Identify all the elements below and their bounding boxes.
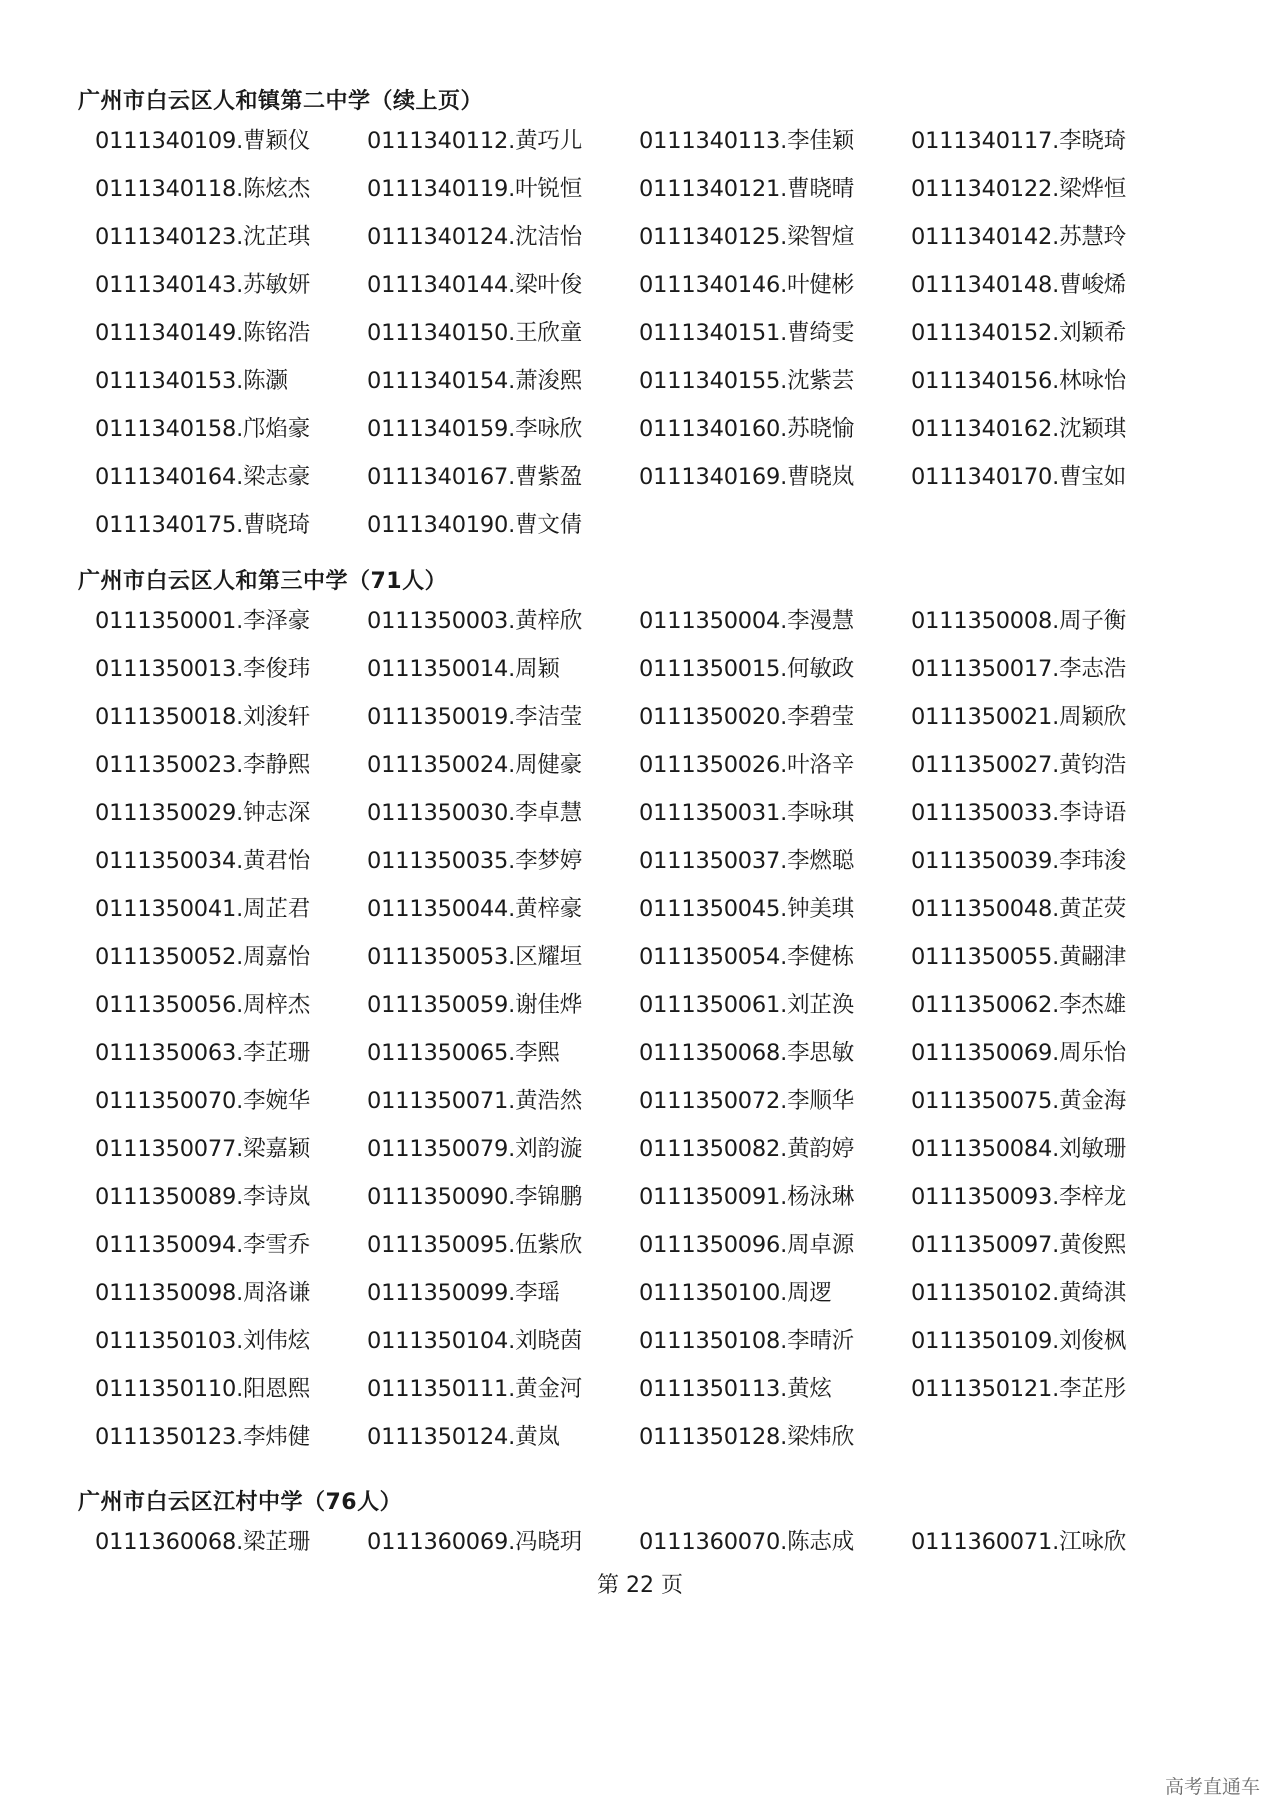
student-entry: 0111350024.周健豪	[367, 752, 583, 778]
student-entry: 0111350004.李漫慧	[639, 608, 855, 634]
student-entry: 0111340124.沈洁怡	[367, 224, 583, 250]
student-entry: 0111350068.李思敏	[639, 1040, 855, 1066]
student-entry: 0111340112.黄巧儿	[367, 128, 583, 154]
student-entry: 0111350041.周芷君	[95, 896, 311, 922]
watermark-logo-text: 高考直通车	[1164, 1776, 1260, 1798]
student-entry: 0111360069.冯晓玥	[367, 1529, 583, 1555]
student-entry: 0111360071.江咏欣	[911, 1529, 1127, 1555]
student-entry: 0111350082.黄韵婷	[639, 1136, 855, 1162]
student-entry: 0111350102.黄绮淇	[911, 1280, 1127, 1306]
student-entry: 0111340113.李佳颖	[639, 128, 855, 154]
student-entry: 0111350128.梁炜欣	[639, 1424, 855, 1450]
student-entry: 0111350069.周乐怡	[911, 1040, 1127, 1066]
student-entry: 0111350077.梁嘉颖	[95, 1136, 311, 1162]
student-entry: 0111340117.李晓琦	[911, 128, 1127, 154]
student-entry: 0111340149.陈铭浩	[95, 320, 311, 346]
page-number: 第 22 页	[597, 1573, 683, 1598]
student-entry: 0111350026.叶洛辛	[639, 752, 855, 778]
student-entry: 0111350075.黄金海	[911, 1088, 1127, 1114]
student-entry: 0111340159.李咏欣	[367, 416, 583, 442]
student-entry: 0111360070.陈志成	[639, 1529, 855, 1555]
student-entry: 0111350027.黄钧浩	[911, 752, 1127, 778]
student-entry: 0111340118.陈炫杰	[95, 176, 311, 202]
section-heading-jiangcun: 广州市白云区江村中学（76人）	[78, 1490, 403, 1515]
student-list-renhe-no2	[95, 117, 1195, 549]
student-entry: 0111340146.叶健彬	[639, 272, 855, 298]
student-entry: 0111340164.梁志豪	[95, 464, 311, 490]
student-entry: 0111350001.李泽豪	[95, 608, 311, 634]
student-entry: 0111340150.王欣童	[367, 320, 583, 346]
student-entry: 0111350065.李熙	[367, 1040, 560, 1066]
student-entry: 0111350035.李梦婷	[367, 848, 583, 874]
student-entry: 0111340162.沈颖琪	[911, 416, 1127, 442]
student-entry: 0111350015.何敏政	[639, 656, 855, 682]
student-entry: 0111350113.黄炫	[639, 1376, 832, 1402]
student-entry: 0111340156.林咏怡	[911, 368, 1127, 394]
student-entry: 0111350098.周洛谦	[95, 1280, 311, 1306]
student-entry: 0111340169.曹晓岚	[639, 464, 855, 490]
student-entry: 0111350100.周逻	[639, 1280, 832, 1306]
student-entry: 0111340144.梁叶俊	[367, 272, 583, 298]
student-entry: 0111350121.李芷彤	[911, 1376, 1127, 1402]
student-entry: 0111350094.李雪乔	[95, 1232, 311, 1258]
student-entry: 0111340143.苏敏妍	[95, 272, 311, 298]
student-entry: 0111350052.周嘉怡	[95, 944, 311, 970]
student-entry: 0111350104.刘晓茵	[367, 1328, 583, 1354]
student-entry: 0111350008.周子衡	[911, 608, 1127, 634]
student-entry: 0111350019.李洁莹	[367, 704, 583, 730]
student-entry: 0111340175.曹晓琦	[95, 512, 311, 538]
student-entry: 0111350108.李晴沂	[639, 1328, 855, 1354]
student-entry: 0111350093.李梓龙	[911, 1184, 1127, 1210]
student-entry: 0111340123.沈芷琪	[95, 224, 311, 250]
section-heading-renhe-no2: 广州市白云区人和镇第二中学（续上页）	[78, 89, 484, 114]
student-entry: 0111350017.李志浩	[911, 656, 1127, 682]
student-entry: 0111350103.刘伟炫	[95, 1328, 311, 1354]
student-entry: 0111340121.曹晓晴	[639, 176, 855, 202]
student-entry: 0111350089.李诗岚	[95, 1184, 311, 1210]
student-entry: 0111340167.曹紫盈	[367, 464, 583, 490]
student-entry: 0111350033.李诗语	[911, 800, 1127, 826]
student-entry: 0111350054.李健栋	[639, 944, 855, 970]
student-entry: 0111350056.周梓杰	[95, 992, 311, 1018]
student-entry: 0111350109.刘俊枫	[911, 1328, 1127, 1354]
student-entry: 0111350029.钟志深	[95, 800, 311, 826]
student-entry: 0111350021.周颖欣	[911, 704, 1127, 730]
student-entry: 0111350124.黄岚	[367, 1424, 560, 1450]
student-entry: 0111340109.曹颖仪	[95, 128, 311, 154]
student-entry: 0111340153.陈灏	[95, 368, 288, 394]
student-entry: 0111350084.刘敏珊	[911, 1136, 1127, 1162]
student-entry: 0111350039.李玮浚	[911, 848, 1127, 874]
student-entry: 0111350013.李俊玮	[95, 656, 311, 682]
student-entry: 0111340158.邝焰豪	[95, 416, 311, 442]
student-entry: 0111340148.曹峻烯	[911, 272, 1127, 298]
student-entry: 0111350079.刘韵漩	[367, 1136, 583, 1162]
student-entry: 0111360068.梁芷珊	[95, 1529, 311, 1555]
student-entry: 0111350096.周卓源	[639, 1232, 855, 1258]
student-entry: 0111340170.曹宝如	[911, 464, 1127, 490]
student-entry: 0111350020.李碧莹	[639, 704, 855, 730]
student-entry: 0111340152.刘颖希	[911, 320, 1127, 346]
student-entry: 0111350099.李瑶	[367, 1280, 560, 1306]
student-entry: 0111350111.黄金河	[367, 1376, 583, 1402]
student-entry: 0111340190.曹文倩	[367, 512, 583, 538]
student-entry: 0111350023.李静熙	[95, 752, 311, 778]
student-entry: 0111350014.周颖	[367, 656, 560, 682]
student-entry: 0111350072.李顺华	[639, 1088, 855, 1114]
student-entry: 0111350090.李锦鹏	[367, 1184, 583, 1210]
student-list-jiangcun	[95, 1518, 1195, 1566]
student-entry: 0111350030.李卓慧	[367, 800, 583, 826]
student-entry: 0111350110.阳恩熙	[95, 1376, 311, 1402]
student-entry: 0111350055.黄翤津	[911, 944, 1127, 970]
student-entry: 0111350061.刘芷涣	[639, 992, 855, 1018]
student-list-renhe-no3	[95, 597, 1195, 1461]
student-entry: 0111340151.曹绮雯	[639, 320, 855, 346]
student-entry: 0111350031.李咏琪	[639, 800, 855, 826]
student-entry: 0111350045.钟美琪	[639, 896, 855, 922]
student-entry: 0111350048.黄芷荧	[911, 896, 1127, 922]
student-entry: 0111350070.李婉华	[95, 1088, 311, 1114]
student-entry: 0111350037.李燃聪	[639, 848, 855, 874]
student-entry: 0111340119.叶锐恒	[367, 176, 583, 202]
student-entry: 0111350062.李杰雄	[911, 992, 1127, 1018]
student-entry: 0111350018.刘浚轩	[95, 704, 311, 730]
student-entry: 0111340122.梁烨恒	[911, 176, 1127, 202]
student-entry: 0111340160.苏晓愉	[639, 416, 855, 442]
student-entry: 0111340154.萧浚熙	[367, 368, 583, 394]
student-entry: 0111350034.黄君怡	[95, 848, 311, 874]
student-entry: 0111350059.谢佳烨	[367, 992, 583, 1018]
student-entry: 0111350091.杨泳琳	[639, 1184, 855, 1210]
student-entry: 0111350063.李芷珊	[95, 1040, 311, 1066]
student-entry: 0111350003.黄梓欣	[367, 608, 583, 634]
student-entry: 0111350071.黄浩然	[367, 1088, 583, 1114]
student-entry: 0111340142.苏慧玲	[911, 224, 1127, 250]
section-heading-renhe-no3: 广州市白云区人和第三中学（71人）	[78, 569, 448, 594]
student-entry: 0111340155.沈紫芸	[639, 368, 855, 394]
student-entry: 0111350123.李炜健	[95, 1424, 311, 1450]
student-entry: 0111340125.梁智煊	[639, 224, 855, 250]
student-entry: 0111350097.黄俊熙	[911, 1232, 1127, 1258]
student-entry: 0111350053.区耀垣	[367, 944, 583, 970]
student-entry: 0111350044.黄梓豪	[367, 896, 583, 922]
student-entry: 0111350095.伍紫欣	[367, 1232, 583, 1258]
